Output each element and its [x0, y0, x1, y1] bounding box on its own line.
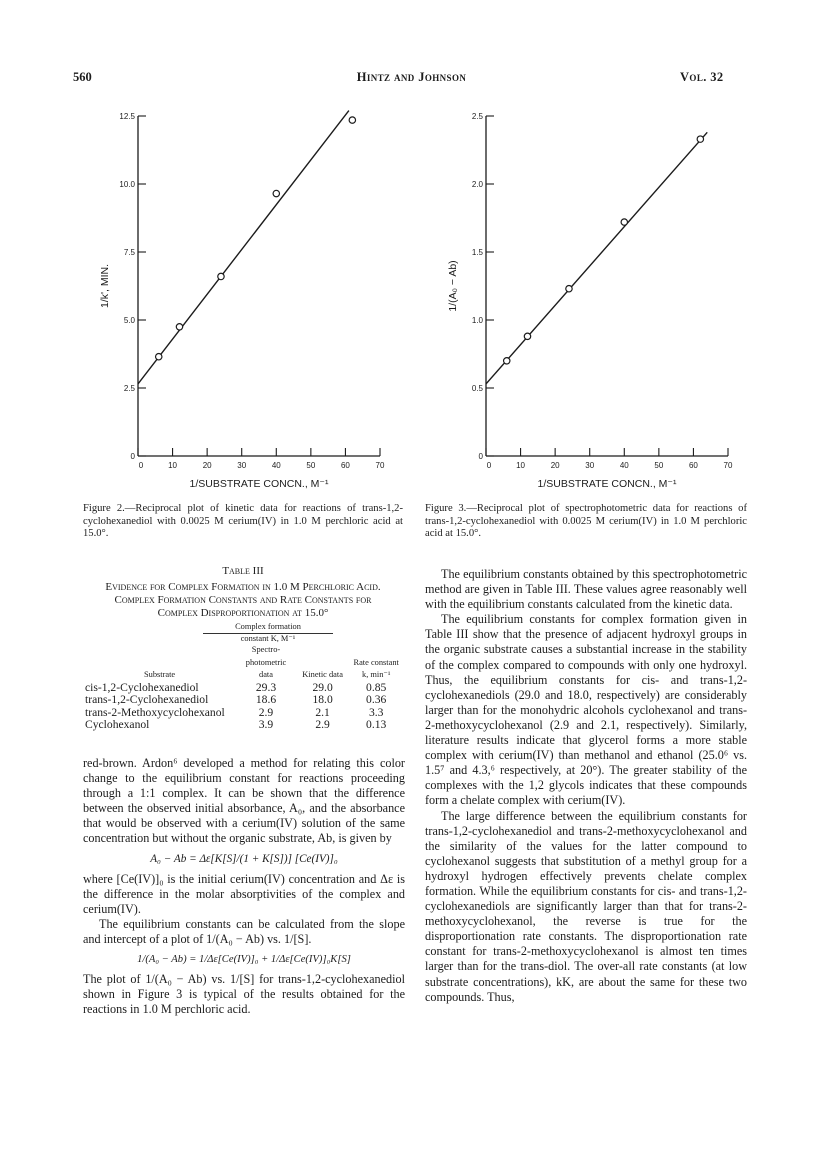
equation-1: A₀ − Ab = Δε[K[S]/(1 + K[S])] [Ce(IV)]₀ — [150, 852, 338, 865]
paragraph: The equilibrium constants obtained by this spectrophotometric method are given in Table III. These values agree reasonably well with the equilibrium constants calculated from the kinetic data. — [425, 567, 747, 612]
fit-line — [486, 132, 707, 384]
data-point — [349, 117, 355, 123]
figure-2-caption: Figure 2.—Reciprocal plot of kinetic data for reactions of trans-1,2-cyclohexanediol with 0.0025 M cerium(IV) in 1.0 M perchloric acid at 15.0°. — [83, 503, 403, 540]
data-point — [566, 286, 572, 292]
x-tick-label: 0 — [138, 461, 144, 470]
y-tick-label: 0 — [130, 452, 135, 461]
equation-2: 1/(A₀ − Ab) = 1/Δε[Ce(IV)]₀ + 1/Δε[Ce(IV)]₀K[S] — [137, 954, 351, 966]
table-3-group-header: Complex formation — [235, 622, 301, 631]
table-cell: trans-1,2-Cyclohexanediol — [85, 693, 209, 707]
y-tick-label: 0.5 — [471, 384, 483, 393]
x-tick-label: 50 — [654, 461, 664, 470]
x-tick-label: 10 — [516, 461, 526, 470]
data-point — [504, 358, 510, 364]
table-cell: 0.13 — [366, 718, 387, 732]
table-3-title-line-2: Complex Formation Constants and Rate Constants for — [114, 594, 372, 606]
fit-line — [138, 111, 349, 384]
x-tick-label: 10 — [168, 461, 178, 470]
table-cell: trans-2-Methoxycyclohexanol — [85, 705, 225, 719]
y-tick-label: 0 — [478, 452, 483, 461]
data-point — [156, 354, 162, 360]
right-column-text — [425, 567, 747, 1005]
table-3-title-line-1: Evidence for Complex Formation in 1.0 M Perchloric Acid. — [105, 581, 381, 593]
x-tick-label: 50 — [306, 461, 316, 470]
table-cell: Cyclohexanol — [85, 718, 150, 732]
table-3-label: Table III — [222, 565, 264, 577]
table-cell: 18.0 — [312, 693, 333, 707]
table-cell: 18.6 — [255, 693, 277, 707]
table-3-group-subheader: constant K, M⁻¹ — [203, 633, 333, 644]
paragraph: red-brown. Ardon⁶ developed a method for relating this color change to the equilibrium constant for reactions proceeding through a 1:1 complex. It can be shown that the difference between the observed initial absorbance, A₀, and the absorbance that would be observed with a cerium(IV) solution of the same concentration but without the organic substrate, Ab, is given by — [83, 756, 405, 846]
x-tick-label: 40 — [271, 461, 281, 470]
table-cell: 2.1 — [315, 705, 330, 719]
table-cell: 2.9 — [315, 718, 330, 732]
table-cell: 0.36 — [366, 693, 387, 707]
y-axis-label: 1/(A₀ − Ab) — [447, 260, 459, 312]
table-cell: cis-1,2-Cyclohexanediol — [85, 680, 199, 694]
table-3 — [83, 565, 403, 732]
paragraph: The equilibrium constants for complex formation given in Table III show that the presence of adjacent hydroxyl groups in the organic substrate causes a substantial increase in the stability of the complex compared to compounds with only one hydroxyl. Thus, the equilibrium constants for cis- and trans-1,2-cyclohexanediols (29.0 and 18.0, respectively) are considerably larger than for the monohydric alcohols cyclohexanol and trans-2-methoxycyclohexanol (2.9 and 2.1, respectively). Similarly, literature results indicate that glycerol forms a more stable complex with cerium(IV) than methanol and ethanol (25.0⁶ vs. 1.5⁷ and 4.3,⁶ respectively, at 20°). The greater stability of the complexes with the 1,2 glycols indicates that these compounds form a chelate complex with cerium(IV). — [425, 612, 747, 808]
data-point — [176, 324, 182, 330]
x-axis-label: 1/SUBSTRATE CONCN., M⁻¹ — [537, 478, 677, 490]
data-point — [621, 219, 627, 225]
y-tick-label: 12.5 — [119, 112, 135, 121]
table-header-row — [83, 644, 403, 682]
volume-label: Vol. 32 — [680, 70, 724, 84]
left-column-text — [83, 756, 405, 1018]
paragraph: The large difference between the equilibrium constants for trans-1,2-cyclohexanediol and trans-2-methoxycyclohexanol and the similarity of the values for the latter compound to cyclohexanol suggests that substitution of a methyl group for a hydroxyl hydrogen effectively prevents chelate complex formation. While the equilibrium constants for cis- and trans-1,2-cyclohexanediols are significantly larger than that for trans-2-methoxycyclohexanol, the reverse is true for the disproportionation rate constants. The disproportionation rate constant for trans-2-methoxycyclohexanol is almost ten times larger than for the trans-diol. The over-all rate constants (at low substrate concentrations), kK, are about the same for these two compounds. Thus, — [425, 808, 747, 1004]
table-row — [83, 719, 403, 732]
x-tick-label: 70 — [723, 461, 733, 470]
table-cell: 2.9 — [258, 705, 274, 719]
data-point — [218, 273, 224, 279]
running-title: Hintz and Johnson — [356, 70, 467, 84]
table-cell: 29.0 — [312, 680, 333, 694]
table-row — [83, 694, 403, 707]
x-tick-label: 0 — [486, 461, 492, 470]
paragraph: The plot of 1/(A₀ − Ab) vs. 1/[S] for trans-1,2-cyclohexanediol shown in Figure 3 is typical of the results obtained for the reactions in 1.0 M perchloric acid. — [83, 972, 405, 1017]
y-tick-label: 1.0 — [471, 316, 483, 325]
column-header: Spectro- photometric data — [245, 645, 287, 680]
x-axis-label: 1/SUBSTRATE CONCN., M⁻¹ — [189, 478, 329, 490]
table-cell: 3.9 — [258, 718, 274, 732]
y-tick-label: 2.5 — [471, 112, 483, 121]
y-tick-label: 2.5 — [123, 384, 135, 393]
data-point — [273, 190, 279, 196]
x-tick-label: 20 — [202, 461, 212, 470]
x-tick-label: 60 — [688, 461, 698, 470]
y-tick-label: 10.0 — [119, 180, 135, 189]
column-header: Kinetic data — [302, 670, 343, 680]
x-tick-label: 30 — [585, 461, 595, 470]
column-header: Substrate — [143, 670, 176, 680]
table-cell: 0.85 — [366, 680, 387, 694]
y-tick-label: 2.0 — [471, 180, 483, 189]
x-tick-label: 30 — [237, 461, 247, 470]
x-tick-label: 40 — [619, 461, 629, 470]
page-number: 560 — [73, 70, 92, 84]
table-cell: 3.3 — [368, 705, 384, 719]
y-tick-label: 7.5 — [123, 248, 135, 257]
x-tick-label: 60 — [340, 461, 350, 470]
table-cell: 29.3 — [255, 680, 277, 694]
table-3-grid — [83, 644, 403, 732]
y-tick-label: 5.0 — [123, 316, 135, 325]
table-3-title-line-3: Complex Disproportionation at 15.0° — [157, 607, 329, 619]
figure-2-plot — [70, 100, 400, 500]
data-point — [697, 136, 703, 142]
y-axis-label: 1/k', MIN. — [99, 263, 111, 309]
y-tick-label: 1.5 — [471, 248, 483, 257]
paragraph: where [Ce(IV)]₀ is the initial cerium(IV) concentration and Δε is the difference in the molar absorptivities of the complex and cerium(IV). — [83, 871, 405, 916]
data-point — [524, 333, 530, 339]
x-tick-label: 20 — [550, 461, 560, 470]
column-header: Rate constant k, min⁻¹ — [353, 657, 399, 680]
figure-3-plot — [418, 100, 748, 500]
paragraph: The equilibrium constants can be calculated from the slope and intercept of a plot of 1/(A₀ − Ab) vs. 1/[S]. — [83, 916, 405, 947]
x-tick-label: 70 — [375, 461, 385, 470]
figure-3-caption: Figure 3.—Reciprocal plot of spectrophotometric data for reactions of trans-1,2-cyclohexanediol with 0.0025 M cerium(IV) in 1.0 M perchloric acid at 15.0°. — [425, 503, 747, 540]
